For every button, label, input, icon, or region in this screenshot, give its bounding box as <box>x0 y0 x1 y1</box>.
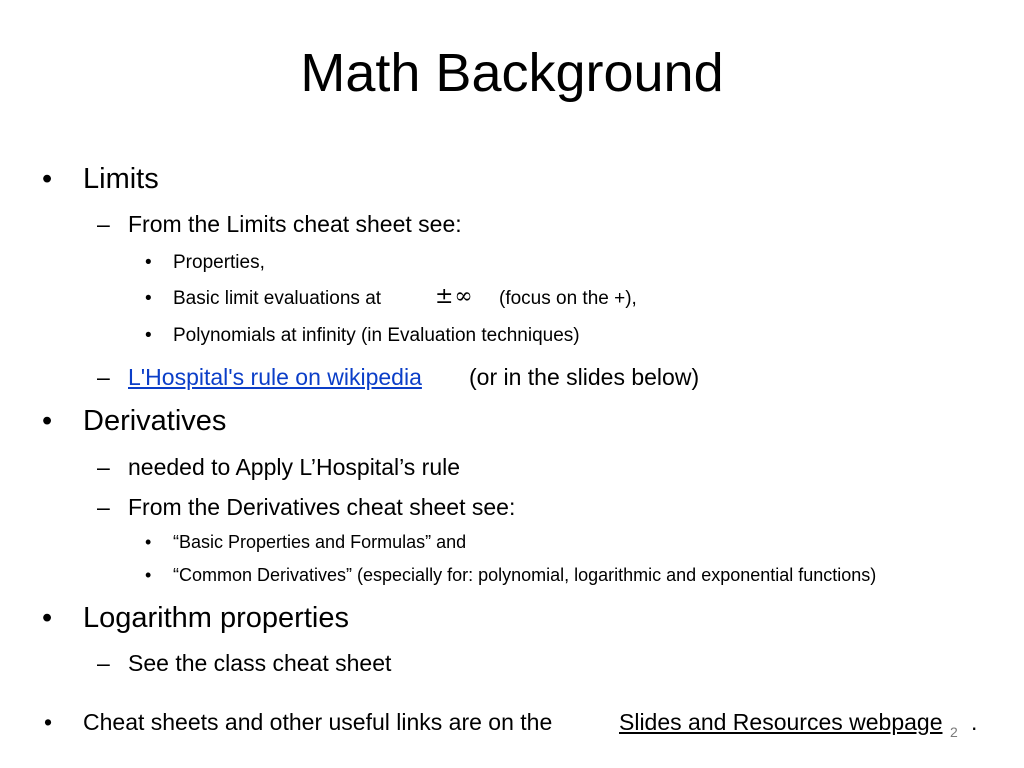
limits-cheat-sheet-text: From the Limits cheat sheet see: <box>128 211 462 237</box>
bullet-dot-icon: • <box>42 405 53 437</box>
limits-heading: Limits <box>83 163 159 195</box>
derivatives-heading: Derivatives <box>83 405 227 437</box>
limits-basic-eval-suffix: (focus on the +), <box>499 288 637 309</box>
resources-prefix: Cheat sheets and other useful links are on the <box>83 709 553 735</box>
slide-number: 2 <box>950 724 958 740</box>
dash-icon: – <box>97 494 110 520</box>
derivatives-cheat-sheet-text: From the Derivatives cheat sheet see: <box>128 494 516 520</box>
bullet-dot-icon: • <box>145 252 152 273</box>
logarithm-see-text: See the class cheat sheet <box>128 650 392 676</box>
lhospital-suffix: (or in the slides below) <box>469 364 700 390</box>
lhospital-wikipedia-link[interactable]: L'Hospital's rule on wikipedia <box>128 364 422 390</box>
derivatives-needed-text: needed to Apply L’Hospital’s rule <box>128 454 461 480</box>
bullet-dot-icon: • <box>145 288 152 309</box>
plus-minus-infinity-symbol: ±∞ <box>435 284 474 309</box>
bullet-dot-icon: • <box>44 709 53 735</box>
bullet-dot-icon: • <box>42 602 53 634</box>
dash-icon: – <box>97 364 110 390</box>
limits-polynomials-text: Polynomials at infinity (in Evaluation techniques) <box>173 325 580 346</box>
bullet-dot-icon: • <box>145 532 152 552</box>
resources-suffix: . <box>971 709 978 735</box>
dash-icon: – <box>97 650 110 676</box>
dash-icon: – <box>97 454 110 480</box>
bullet-dot-icon: • <box>145 325 152 346</box>
dash-icon: – <box>97 211 110 237</box>
logarithm-heading: Logarithm properties <box>83 602 349 634</box>
bullet-dot-icon: • <box>145 565 152 585</box>
slides-resources-link[interactable]: Slides and Resources webpage <box>619 709 943 735</box>
derivatives-common-text: “Common Derivatives” (especially for: polynomial, logarithmic and exponential functions) <box>173 565 877 585</box>
limits-basic-eval-prefix: Basic limit evaluations at <box>173 288 382 309</box>
slide-title: Math Background <box>300 43 724 103</box>
limits-properties-text: Properties, <box>173 252 265 273</box>
bullet-dot-icon: • <box>42 163 53 195</box>
derivatives-basic-props-text: “Basic Properties and Formulas” and <box>173 532 467 552</box>
